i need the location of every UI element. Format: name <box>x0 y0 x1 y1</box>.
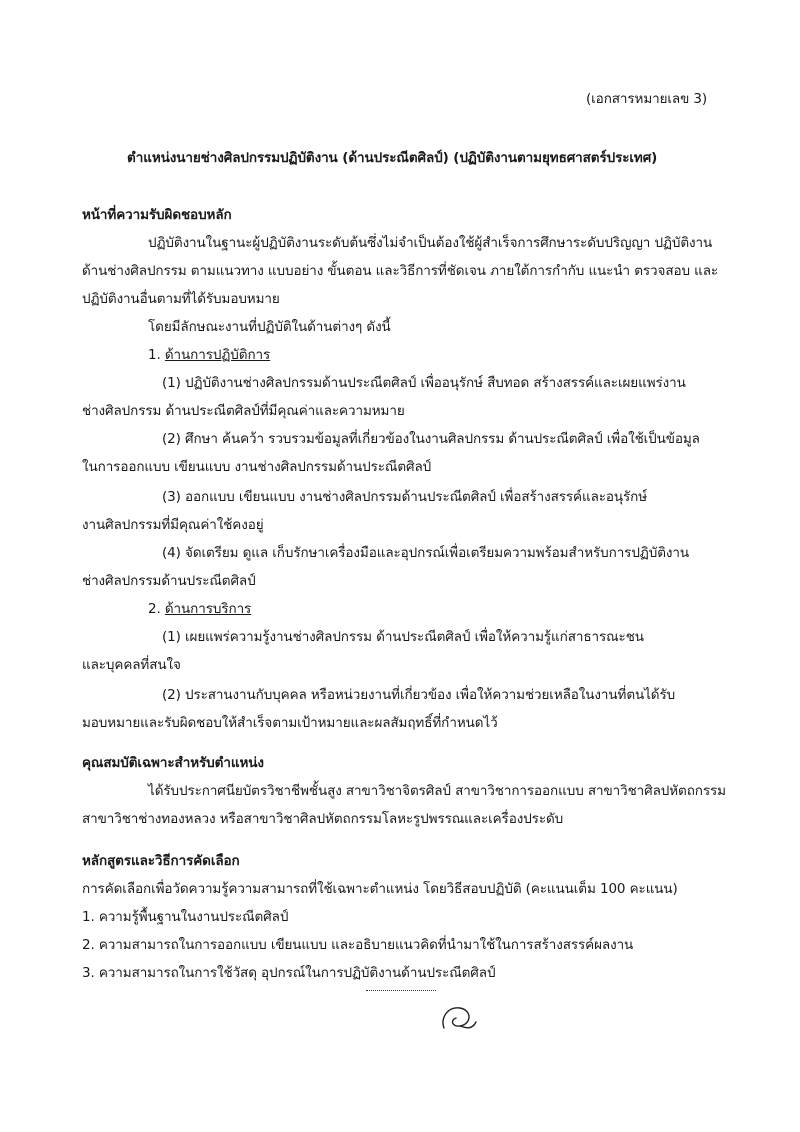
duties-intro-line: ปฏิบัติงานอื่นตามที่ได้รับมอบหมาย <box>82 291 280 307</box>
section-1-item-2-line: ในการออกแบบ เขียนแบบ งานช่างศิลปกรรมด้านประณีตศิลป์ <box>82 459 432 475</box>
selection-heading: หลักสูตรและวิธีการคัดเลือก <box>82 853 240 869</box>
section-1-item-3-line: งานศิลปกรรมที่มีคุณค่าใช้คงอยู่ <box>82 517 264 533</box>
section-2-item-1-line: (1) เผยแพร่ความรู้งานช่างศิลปกรรม ด้านประณีตศิลป์ เพื่อให้ความรู้แก่สาธารณะชน <box>162 629 644 645</box>
section-2-item-2-line: มอบหมายและรับผิดชอบให้สำเร็จตามเป้าหมายและผลสัมฤทธิ์ที่กำหนดไว้ <box>82 715 498 731</box>
selection-intro: การคัดเลือกเพื่อวัดความรู้ความสามารถที่ใช้เฉพาะตำแหน่ง โดยวิธีสอบปฏิบัติ (คะแนนเต็ม 100 คะแนน) <box>82 881 678 897</box>
duties-intro-line: ด้านช่างศิลปกรรม ตามแนวทาง แบบอย่าง ขั้นตอน และวิธีการที่ชัดเจน ภายใต้การกำกับ แนะนำ ตรวจสอบ และ <box>82 263 719 279</box>
selection-item-3: 3. ความสามารถในการใช้วัสดุ อุปกรณ์ในการปฏิบัติงานด้านประณีตศิลป์ <box>82 965 496 981</box>
document-number: (เอกสารหมายเลข 3) <box>586 91 708 107</box>
section-2-item-2-line: (2) ประสานงานกับบุคคล หรือหน่วยงานที่เกี่ยวข้อง เพื่อให้ความช่วยเหลือในงานที่ตนได้รับ <box>162 687 676 703</box>
section-1-heading <box>148 346 270 364</box>
section-1-title: ด้านการปฏิบัติการ <box>164 347 271 363</box>
section-2-item-1-line: และบุคคลที่สนใจ <box>82 657 181 673</box>
selection-item-1: 1. ความรู้พื้นฐานในงานประณีตศิลป์ <box>82 909 289 925</box>
document-title: ตำแหน่งนายช่างศิลปกรรมปฏิบัติงาน (ด้านประณีตศิลป์) (ปฏิบัติงานตามยุทธศาสตร์ประเทศ) <box>127 150 658 166</box>
section-2-heading <box>148 600 251 618</box>
section-1-item-4-line: (4) จัดเตรียม ดูแล เก็บรักษาเครื่องมือและอุปกรณ์เพื่อเตรียมความพร้อมสำหรับการปฏิบัติงาน <box>162 545 689 561</box>
duties-intro-line: ปฏิบัติงานในฐานะผู้ปฏิบัติงานระดับต้นซึ่งไม่จำเป็นต้องใช้ผู้สำเร็จการศึกษาระดับปริญญา ปฏิบัติงาน <box>148 235 713 251</box>
section-2-title: ด้านการบริการ <box>164 601 252 617</box>
section-1-number: 1. <box>148 347 161 363</box>
section-1-item-1-line: (1) ปฏิบัติงานช่างศิลปกรรมด้านประณีตศิลป์ เพื่ออนุรักษ์ สืบทอด สร้างสรรค์และเผยแพร่งาน <box>162 375 686 391</box>
characteristics-line: โดยมีลักษณะงานที่ปฏิบัติในด้านต่างๆ ดังนี้ <box>148 319 391 335</box>
section-1-item-3-line: (3) ออกแบบ เขียนแบบ งานช่างศิลปกรรมด้านประณีตศิลป์ เพื่อสร้างสรรค์และอนุรักษ์ <box>162 489 648 505</box>
qualifications-line: ได้รับประกาศนียบัตรวิชาชีพชั้นสูง สาขาวิชาจิตรศิลป์ สาขาวิชาการออกแบบ สาขาวิชาศิลปหัตถกรรม <box>148 783 726 799</box>
selection-item-2: 2. ความสามารถในการออกแบบ เขียนแบบ และอธิบายแนวคิดที่นำมาใช้ในการสร้างสรรค์ผลงาน <box>82 937 634 953</box>
signature-icon <box>438 1002 478 1034</box>
section-1-item-4-line: ช่างศิลปกรรมด้านประณีตศิลป์ <box>82 573 256 589</box>
signature-dotted-line <box>366 990 436 991</box>
qualifications-line: สาขาวิชาช่างทองหลวง หรือสาขาวิชาศิลปหัตถกรรมโลหะรูปพรรณและเครื่องประดับ <box>82 811 564 827</box>
section-1-item-1-line: ช่างศิลปกรรม ด้านประณีตศิลป์ที่มีคุณค่าและความหมาย <box>82 403 405 419</box>
duties-heading: หน้าที่ความรับผิดชอบหลัก <box>82 207 232 223</box>
section-1-item-2-line: (2) ศึกษา ค้นคว้า รวบรวมข้อมูลที่เกี่ยวข้องในงานศิลปกรรม ด้านประณีตศิลป์ เพื่อใช้เป็นข้อมูล <box>162 431 700 447</box>
qualifications-heading: คุณสมบัติเฉพาะสำหรับตำแหน่ง <box>82 755 264 771</box>
section-2-number: 2. <box>148 601 161 617</box>
